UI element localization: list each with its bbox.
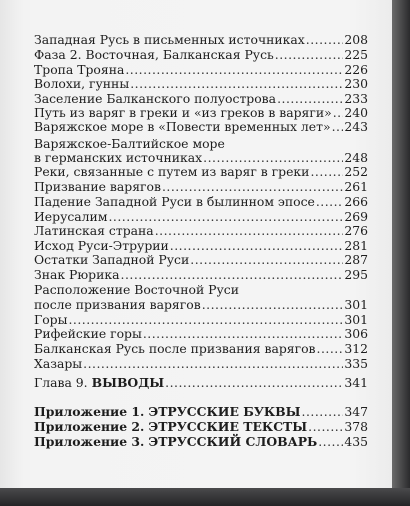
toc-entry-page: 301 (344, 297, 368, 312)
leader-dots (302, 405, 344, 418)
toc-entry (34, 224, 368, 237)
leader-dots (190, 253, 343, 266)
toc-entry-title: Остатки Западной Руси (34, 252, 190, 267)
appendix-page: 347 (344, 404, 368, 419)
toc-entry-title: Падение Западной Руси в былинном эпосе (34, 194, 315, 209)
toc-entry-page: 281 (344, 238, 368, 253)
toc-entry (34, 180, 368, 193)
toc-chapter (34, 376, 368, 389)
leader-dots (83, 357, 343, 370)
toc-entry (34, 195, 368, 208)
page-bottom-shadow (0, 488, 410, 506)
leader-dots (306, 33, 344, 46)
appendix-page: 435 (344, 434, 368, 449)
toc-entry-title: Варяжское море в «Повести временных лет» (34, 119, 331, 134)
toc-entry (34, 313, 368, 326)
toc-entry-title: Западная Русь в письменных источниках (34, 32, 305, 47)
toc-entry-title: Тропа Трояна (34, 62, 125, 77)
leader-dots (317, 342, 344, 355)
toc-entry-title: Волохи, гунны (34, 76, 130, 91)
appendix-page: 378 (344, 419, 368, 434)
chapter-label: Глава 9. (34, 375, 88, 390)
leader-dots (318, 435, 343, 448)
appendix-title: ЭТРУССКИЙ СЛОВАРЬ (148, 434, 318, 449)
toc-entry-title: после призвания варягов (34, 297, 201, 312)
leader-dots (203, 151, 343, 164)
toc-entry-title: Балканская Русь после призвания варягов (34, 341, 316, 356)
toc-entry (34, 298, 368, 311)
toc-entry-page: 295 (344, 267, 368, 282)
toc-entry (34, 77, 368, 90)
leader-dots (143, 327, 344, 340)
toc-entry-title: Призвание варягов (34, 179, 161, 194)
appendix-label: Приложение 2. (34, 419, 145, 434)
toc-entry-title: Исход Руси-Этрурии (34, 238, 169, 253)
toc-entry (34, 106, 368, 119)
toc-entry (34, 268, 368, 281)
toc-entry (34, 357, 368, 370)
toc-entry (34, 120, 368, 133)
leader-dots (310, 165, 343, 178)
leader-dots (277, 92, 343, 105)
toc-entry (34, 33, 368, 46)
toc-entry-title: Рифейские горы (34, 326, 142, 341)
toc-entry-page: 233 (344, 91, 368, 106)
toc-entry-title: Знак Рюрика (34, 267, 120, 282)
toc-entry-title: Путь из варяг в греки и «из греков в варяги» (34, 105, 332, 120)
toc-entry-page: 266 (344, 194, 368, 209)
toc-entry-title: Реки, связанные с путем из варяг в греки (34, 164, 310, 179)
toc-entry (34, 327, 368, 340)
toc-entry-page: 225 (344, 47, 368, 62)
appendix-title: ЭТРУССКИЕ БУКВЫ (148, 404, 301, 419)
toc-entry (34, 253, 368, 266)
leader-dots (170, 239, 344, 252)
toc-entry (34, 342, 368, 355)
toc-entry (34, 151, 368, 164)
toc-entry-title: Латинская страна (34, 223, 154, 238)
toc-appendix (34, 405, 368, 418)
toc-entry-page: 335 (344, 356, 368, 371)
leader-dots (68, 313, 343, 326)
toc-entry-title: Хазары (34, 356, 83, 371)
chapter-page: 341 (344, 375, 368, 390)
toc-entry-page: 208 (344, 32, 368, 47)
toc-entry-title: Заселение Балканского полуострова (34, 91, 277, 106)
leader-dots (202, 298, 344, 311)
toc-entry-title: Иерусалим (34, 209, 108, 224)
toc-entry-page: 261 (344, 179, 368, 194)
toc-entry (34, 92, 368, 105)
toc-entry-page: 243 (344, 119, 368, 134)
toc-entry-page: 269 (344, 209, 368, 224)
toc-entry-page: 301 (344, 312, 368, 327)
toc-entry-title-line1: Варяжское-Балтийское море (34, 136, 225, 151)
leader-dots (332, 120, 344, 133)
toc-entry (34, 239, 368, 252)
toc-entry-title: Горы (34, 312, 68, 327)
toc-entry-page: 248 (344, 150, 368, 165)
toc-entry-page: 252 (344, 164, 368, 179)
leader-dots (316, 195, 343, 208)
leader-dots (165, 376, 343, 389)
appendix-title: ЭТРУССКИЕ ТЕКСТЫ (148, 419, 308, 434)
leader-dots (333, 106, 344, 119)
toc-entry (34, 48, 368, 61)
toc-entry-page: 240 (344, 105, 368, 120)
leader-dots (275, 48, 344, 61)
toc-entry-page: 306 (344, 326, 368, 341)
toc-appendix (34, 420, 368, 433)
leader-dots (130, 77, 343, 90)
toc-entry-title-line1: Расположение Восточной Руси (34, 282, 239, 297)
leader-dots (155, 224, 344, 237)
toc-entry-title: в германских источниках (34, 150, 203, 165)
leader-dots (162, 180, 343, 193)
toc-entry-page: 287 (344, 252, 368, 267)
appendix-label: Приложение 1. (34, 404, 145, 419)
toc-appendix (34, 435, 368, 448)
chapter-title: ВЫВОДЫ (91, 375, 165, 390)
toc-entry (34, 63, 368, 76)
leader-dots (308, 420, 343, 433)
toc-entry-title: Фаза 2. Восточная, Балканская Русь (34, 47, 274, 62)
toc-entry-page: 312 (344, 341, 368, 356)
toc-entry (34, 210, 368, 223)
leader-dots (121, 268, 344, 281)
page-edge-shadow (392, 0, 410, 488)
toc-entry-page: 230 (344, 76, 368, 91)
appendix-label: Приложение 3. (34, 434, 145, 449)
toc-entry (34, 165, 368, 178)
toc-entry-page: 226 (344, 62, 368, 77)
leader-dots (125, 63, 343, 76)
leader-dots (108, 210, 343, 223)
toc-entry-page: 276 (344, 223, 368, 238)
